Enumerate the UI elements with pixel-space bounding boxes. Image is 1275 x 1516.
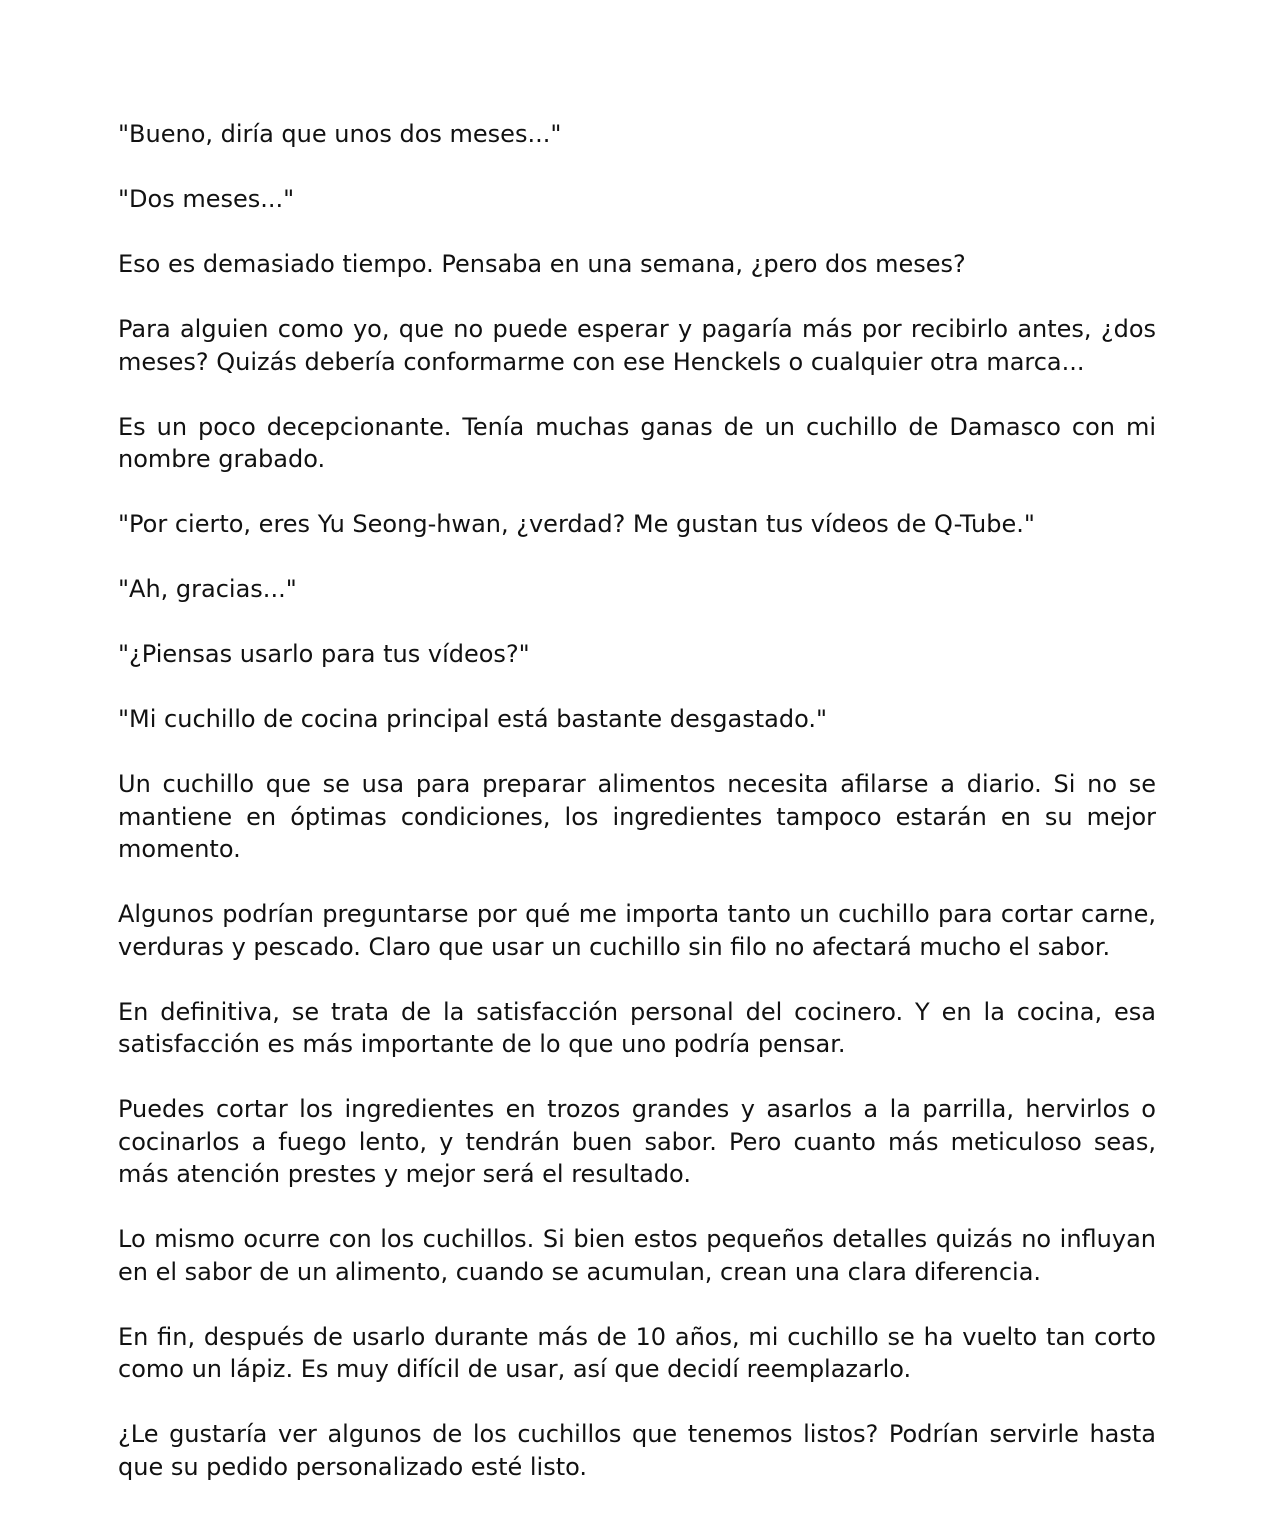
paragraph-15: En fin, después de usarlo durante más de 10 años, mi cuchillo se ha vuelto tan corto como un lápiz. Es muy difícil de usar, así que decidí reemplazarlo.	[118, 1322, 1156, 1383]
paragraph-11: Algunos podrían preguntarse por qué me importa tanto un cuchillo para cortar carne, verduras y pescado. Claro que usar un cuchillo sin filo no afectará mucho el sabor.	[118, 900, 1156, 961]
paragraph-12: En definitiva, se trata de la satisfacción personal del cocinero. Y en la cocina, esa satisfacción es más importante de lo que uno podría pensar.	[118, 997, 1156, 1058]
paragraph-1: "Bueno, diría que unos dos meses..."	[118, 120, 562, 148]
paragraph-10: Un cuchillo que se usa para preparar alimentos necesita afilarse a diario. Si no se mantiene en óptimas condiciones, los ingredientes tampoco estarán en su mejor momento.	[118, 770, 1156, 863]
paragraph-14: Lo mismo ocurre con los cuchillos. Si bien estos pequeños detalles quizás no influyan en el sabor de un alimento, cuando se acumulan, crean una clara diferencia.	[118, 1225, 1156, 1286]
paragraph-9: "Mi cuchillo de cocina principal está bastante desgastado."	[118, 705, 827, 733]
paragraph-3: Eso es demasiado tiempo. Pensaba en una semana, ¿pero dos meses?	[118, 250, 966, 278]
paragraph-8: "¿Piensas usarlo para tus vídeos?"	[118, 640, 530, 668]
document-page	[118, 118, 1156, 1516]
paragraph-13: Puedes cortar los ingredientes en trozos grandes y asarlos a la parrilla, hervirlos o cocinarlos a fuego lento, y tendrán buen sabor. Pero cuanto más meticuloso seas, más atención prestes y mejor será el resultado.	[118, 1095, 1156, 1188]
paragraph-7: "Ah, gracias..."	[118, 575, 297, 603]
paragraph-16: ¿Le gustaría ver algunos de los cuchillos que tenemos listos? Podrían servirle hasta que su pedido personalizado esté listo.	[118, 1420, 1156, 1481]
paragraph-5: Es un poco decepcionante. Tenía muchas ganas de un cuchillo de Damasco con mi nombre grabado.	[118, 412, 1156, 473]
paragraph-2: "Dos meses..."	[118, 185, 295, 213]
paragraph-4: Para alguien como yo, que no puede esperar y pagaría más por recibirlo antes, ¿dos meses? Quizás debería conformarme con ese Henckels o cualquier otra marca...	[118, 315, 1156, 376]
paragraph-6: "Por cierto, eres Yu Seong-hwan, ¿verdad? Me gustan tus vídeos de Q-Tube."	[118, 510, 1035, 538]
